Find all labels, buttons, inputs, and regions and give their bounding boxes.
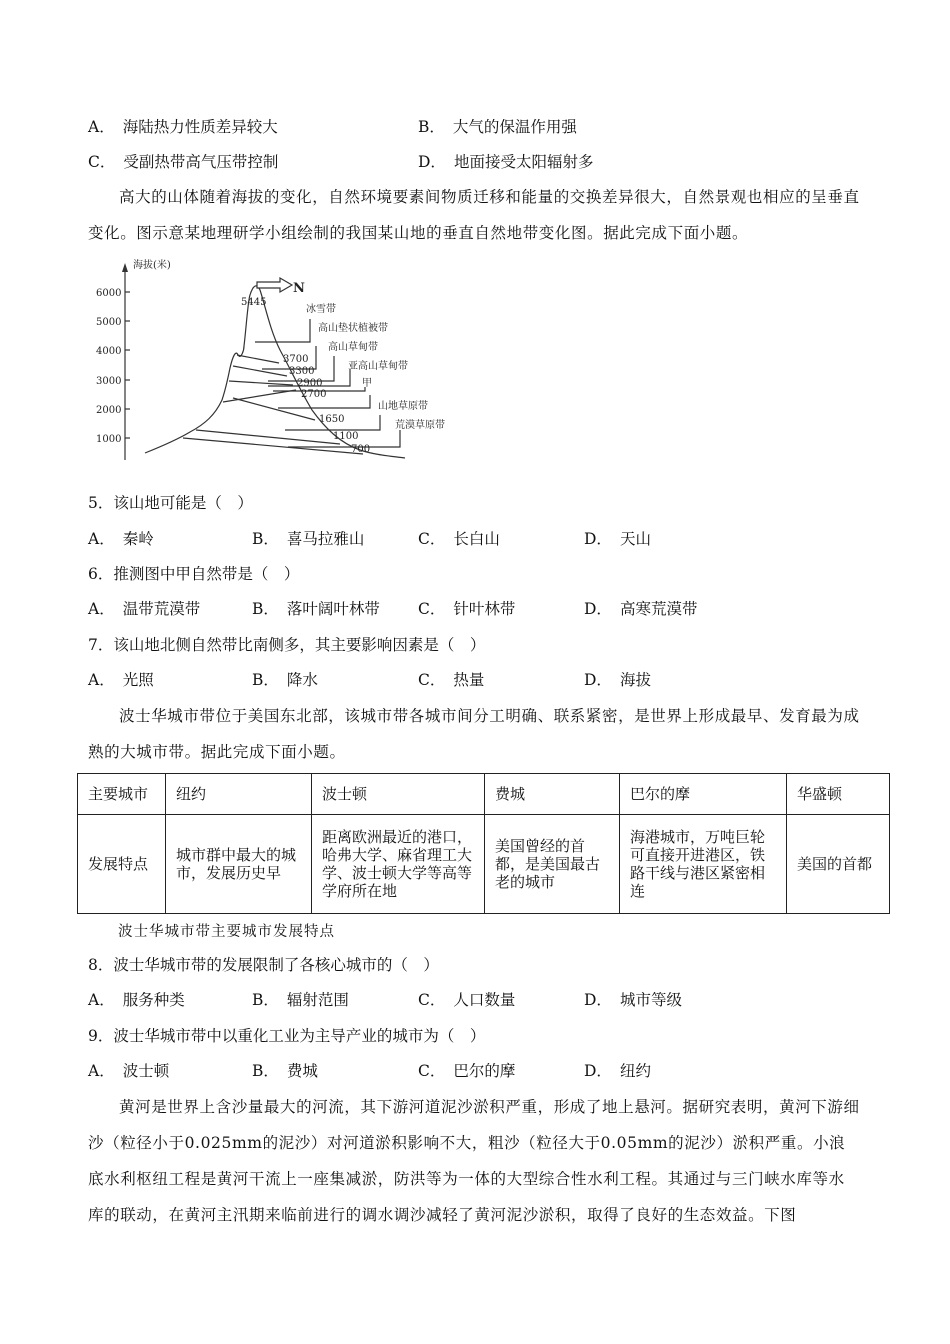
q6-option-c	[418, 599, 515, 619]
option-label: A．	[88, 118, 115, 136]
q9-stem: 9．波士华城市带中以重化工业为主导产业的城市为（ ）	[88, 1027, 486, 1045]
option-label: A．	[88, 991, 115, 1009]
q8-option-a	[88, 990, 185, 1010]
option-label: D．	[418, 153, 446, 171]
table-cell: 城市群中最大的城市，发展历史早	[166, 815, 312, 914]
option-text: 波士顿	[122, 1062, 170, 1080]
cities-table	[77, 773, 890, 914]
zone-label: 甲	[362, 378, 372, 389]
option-text: 纽约	[619, 1062, 651, 1080]
y-axis-arrow-icon	[122, 263, 128, 272]
q8-option-c	[418, 990, 515, 1010]
q7-option-b	[252, 670, 318, 690]
option-text: 针叶林带	[453, 600, 516, 618]
q9-option-a	[88, 1061, 169, 1081]
option-label: B．	[252, 600, 279, 618]
option-text: 城市等级	[619, 991, 682, 1009]
zone-label: 亚高山草甸带	[348, 361, 408, 372]
option-label: A．	[88, 1062, 115, 1080]
option-label: D．	[584, 1062, 612, 1080]
option-text: 大气的保温作用强	[452, 118, 577, 136]
option-label: A．	[88, 671, 115, 689]
table-cell: 华盛顿	[787, 774, 890, 815]
table-caption: 波士华城市带主要城市发展特点	[118, 924, 335, 940]
y-tick: 3000	[96, 376, 122, 387]
option-text: 费城	[286, 1062, 318, 1080]
option-label: C．	[418, 671, 446, 689]
y-tick: 4000	[96, 346, 122, 357]
zone-label: 山地草原带	[378, 401, 428, 412]
peak-label: 5445	[241, 297, 267, 308]
option-label: D．	[584, 600, 612, 618]
option-text: 巴尔的摩	[453, 1062, 516, 1080]
table-cell: 费城	[485, 774, 620, 815]
q7-option-a	[88, 670, 154, 690]
option-label: A．	[88, 530, 115, 548]
option-text: 服务种类	[122, 991, 185, 1009]
option-label: C．	[418, 530, 446, 548]
option-label: A．	[88, 600, 115, 618]
table-cell: 巴尔的摩	[620, 774, 787, 815]
option-label: B．	[252, 530, 279, 548]
q6-option-d	[584, 599, 697, 619]
table-cell: 美国的首都	[787, 815, 890, 914]
option-text: 落叶阔叶林带	[286, 600, 380, 618]
option-text: 降水	[286, 671, 318, 689]
option-label: D．	[584, 530, 612, 548]
q5-option-b	[252, 529, 364, 549]
north-label: N	[293, 281, 305, 296]
option-text: 海拔	[619, 671, 651, 689]
elevation-label: 2900	[297, 378, 323, 389]
option-text: 受副热带高气压带控制	[123, 153, 279, 171]
option-text: 人口数量	[453, 991, 516, 1009]
q7-stem: 7．该山地北侧自然带比南侧多，其主要影响因素是（ ）	[88, 636, 486, 654]
option-text: 喜马拉雅山	[286, 530, 365, 548]
option-text: 光照	[122, 671, 154, 689]
option-text: 高寒荒漠带	[619, 600, 698, 618]
table-cell: 纽约	[166, 774, 312, 815]
option-label: C．	[418, 1062, 446, 1080]
option-label: B．	[252, 671, 279, 689]
table-cell: 美国曾经的首都，是美国最古老的城市	[485, 815, 620, 914]
y-axis-label: 海拔(米)	[133, 260, 171, 271]
option-label: D．	[584, 671, 612, 689]
q5-option-a	[88, 529, 154, 549]
option-label: D．	[584, 991, 612, 1009]
option-label: C．	[418, 600, 446, 618]
elevation-label: 3700	[283, 354, 309, 365]
option-text: 温带荒漠带	[122, 600, 201, 618]
option-label: C．	[88, 153, 116, 171]
q8-option-d	[584, 990, 682, 1010]
elevation-label: 700	[351, 444, 371, 455]
option-text: 热量	[453, 671, 485, 689]
elevation-label: 2700	[301, 389, 327, 400]
zone-label: 荒漠草原带	[395, 420, 445, 431]
table-cell: 距离欧洲最近的港口，哈弗大学、麻省理工大学、波士顿大学等高等学府所在地	[312, 815, 485, 914]
vertical-zonation-diagram	[88, 255, 468, 465]
q4-option-c	[88, 152, 278, 172]
zone-label: 高山垫状植被带	[318, 323, 388, 334]
q7-option-d	[584, 670, 651, 690]
passage-boswash: 波士华城市带位于美国东北部，该城市带各城市间分工明确、联系紧密，是世界上形成最早、发育最为成熟的大城市带。据此完成下面小题。	[88, 707, 860, 761]
option-text: 秦岭	[122, 530, 154, 548]
option-text: 海陆热力性质差异较大	[122, 118, 278, 136]
q4-option-b	[418, 117, 577, 137]
q8-stem: 8．波士华城市带的发展限制了各核心城市的（ ）	[88, 956, 439, 974]
option-label: B．	[418, 118, 445, 136]
elevation-label: 1650	[319, 414, 345, 425]
q8-option-b	[252, 990, 349, 1010]
q9-option-d	[584, 1061, 651, 1081]
option-text: 长白山	[453, 530, 500, 548]
q6-option-b	[252, 599, 380, 619]
zone-label: 冰雪带	[306, 304, 336, 315]
option-label: C．	[418, 991, 446, 1009]
passage-mountain: 高大的山体随着海拔的变化，自然环境要素间物质迁移和能量的交换差异很大，自然景观也相应的呈垂直变化。图示意某地理研学小组绘制的我国某山地的垂直自然地带变化图。据此完成下面小题。	[88, 188, 860, 242]
elevation-label: 1100	[333, 431, 359, 442]
y-tick: 1000	[96, 434, 122, 445]
table-header-row	[78, 774, 890, 815]
option-text: 辐射范围	[286, 991, 349, 1009]
zone-label: 高山草甸带	[328, 342, 378, 353]
q9-option-b	[252, 1061, 318, 1081]
option-label: B．	[252, 1062, 279, 1080]
table-cell: 海港城市，万吨巨轮可直接开进港区，铁路干线与港区紧密相连	[620, 815, 787, 914]
y-tick: 2000	[96, 405, 122, 416]
y-tick: 6000	[96, 288, 122, 299]
q9-option-c	[418, 1061, 515, 1081]
q5-stem: 5．该山地可能是（ ）	[88, 494, 253, 512]
table-cell: 波士顿	[312, 774, 485, 815]
table-cell: 发展特点	[78, 815, 166, 914]
q4-option-d	[418, 152, 593, 172]
q4-option-a	[88, 117, 278, 137]
q6-option-a	[88, 599, 200, 619]
elevation-label: 3300	[289, 366, 315, 377]
option-text: 天山	[619, 530, 651, 548]
table-cell: 主要城市	[78, 774, 166, 815]
table-row	[78, 815, 890, 914]
option-text: 地面接受太阳辐射多	[453, 153, 594, 171]
q6-stem: 6．推测图中甲自然带是（ ）	[88, 565, 300, 583]
option-label: B．	[252, 991, 279, 1009]
passage-yellow-river: 黄河是世界上含沙量最大的河流，其下游河道泥沙淤积严重，形成了地上悬河。据研究表明，黄河下游细沙（粒径小于0.025mm的泥沙）对河道淤积影响不大，粗沙（粒径大于0.05mm的泥沙）淤积严重。小浪底水利枢纽工程是黄河干流上一座集减淤，防洪等为一体的大型综合性水利工程。其通过与三门峡水库等水库的联动，在黄河主汛期来临前进行的调水调沙减轻了黄河泥沙淤积，取得了良好的生态效益。下图	[88, 1098, 860, 1224]
q5-option-c	[418, 529, 500, 549]
y-tick: 5000	[96, 317, 122, 328]
north-arrow-icon	[257, 278, 292, 292]
q5-option-d	[584, 529, 651, 549]
q7-option-c	[418, 670, 484, 690]
